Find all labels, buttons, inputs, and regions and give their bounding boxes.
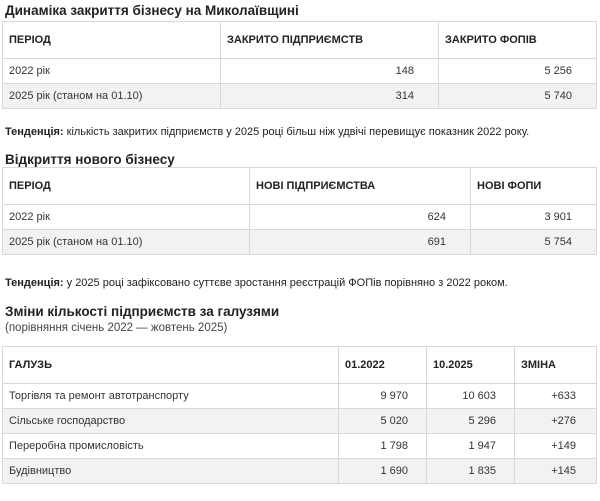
oct-2025-cell: 5 296 xyxy=(427,409,515,434)
industry-cell: Будівництво xyxy=(3,459,339,484)
oct-2025-cell: 10 603 xyxy=(427,384,515,409)
jan-2022-cell: 1 798 xyxy=(339,434,427,459)
column-header-period: ПЕРІОД xyxy=(3,168,250,205)
closed-enterprises-cell: 148 xyxy=(221,59,439,84)
column-header-jan-2022: 01.2022 xyxy=(339,347,427,384)
new-business-table xyxy=(2,167,597,255)
closure-dynamics-title: Динаміка закриття бізнесу на Миколаївщині xyxy=(5,3,299,18)
period-cell: 2022 рік xyxy=(3,205,250,230)
column-header-new-fops: НОВІ ФОПИ xyxy=(471,168,597,205)
new-fops-cell: 3 901 xyxy=(471,205,597,230)
industry-changes-title: Зміни кількості підприємств за галузями xyxy=(5,304,280,319)
column-header-period: ПЕРІОД xyxy=(3,22,221,59)
period-cell: 2025 рік (станом на 01.10) xyxy=(3,230,250,255)
industry-cell: Торгівля та ремонт автотранспорту xyxy=(3,384,339,409)
table-row xyxy=(3,459,597,484)
change-cell: +633 xyxy=(515,384,597,409)
change-cell: +149 xyxy=(515,434,597,459)
column-header-closed-enterprises: ЗАКРИТО ПІДПРИЄМСТВ xyxy=(221,22,439,59)
new-enterprises-cell: 691 xyxy=(250,230,471,255)
period-cell: 2022 рік xyxy=(3,59,221,84)
oct-2025-cell: 1 835 xyxy=(427,459,515,484)
jan-2022-cell: 5 020 xyxy=(339,409,427,434)
table-row xyxy=(3,59,597,84)
new-business-title: Відкриття нового бізнесу xyxy=(5,152,175,167)
table-row xyxy=(3,205,597,230)
trend-label: Тенденція: xyxy=(5,126,64,138)
trend-label: Тенденція: xyxy=(5,277,64,289)
table-row xyxy=(3,409,597,434)
column-header-change: ЗМІНА xyxy=(515,347,597,384)
period-cell: 2025 рік (станом на 01.10) xyxy=(3,84,221,109)
industry-table xyxy=(2,346,597,484)
column-header-oct-2025: 10.2025 xyxy=(427,347,515,384)
closed-enterprises-cell: 314 xyxy=(221,84,439,109)
table-header-row xyxy=(3,347,597,384)
table-header-row xyxy=(3,22,597,59)
jan-2022-cell: 1 690 xyxy=(339,459,427,484)
industry-changes-subtitle: (порівняння січень 2022 — жовтень 2025) xyxy=(5,322,228,334)
change-cell: +145 xyxy=(515,459,597,484)
column-header-new-enterprises: НОВІ ПІДПРИЄМСТВА xyxy=(250,168,471,205)
new-fops-cell: 5 754 xyxy=(471,230,597,255)
closed-fops-cell: 5 256 xyxy=(439,59,597,84)
trend-text: у 2025 році зафіксовано суттєве зростання реєстрацій ФОПів порівняно з 2022 роком. xyxy=(63,277,508,289)
table-row xyxy=(3,384,597,409)
column-header-closed-fops: ЗАКРИТО ФОПІВ xyxy=(439,22,597,59)
industry-cell: Сільське господарство xyxy=(3,409,339,434)
trend-note-closures xyxy=(5,126,529,138)
closed-fops-cell: 5 740 xyxy=(439,84,597,109)
closure-table xyxy=(2,21,597,109)
table-row xyxy=(3,434,597,459)
trend-note-new-business xyxy=(5,277,508,289)
trend-text: кількість закритих підприємств у 2025 році більш ніж удвічі перевищує показник 2022 року. xyxy=(63,126,530,138)
jan-2022-cell: 9 970 xyxy=(339,384,427,409)
column-header-industry: ГАЛУЗЬ xyxy=(3,347,339,384)
table-header-row xyxy=(3,168,597,205)
new-enterprises-cell: 624 xyxy=(250,205,471,230)
table-row xyxy=(3,84,597,109)
table-row xyxy=(3,230,597,255)
change-cell: +276 xyxy=(515,409,597,434)
industry-cell: Переробна промисловість xyxy=(3,434,339,459)
oct-2025-cell: 1 947 xyxy=(427,434,515,459)
